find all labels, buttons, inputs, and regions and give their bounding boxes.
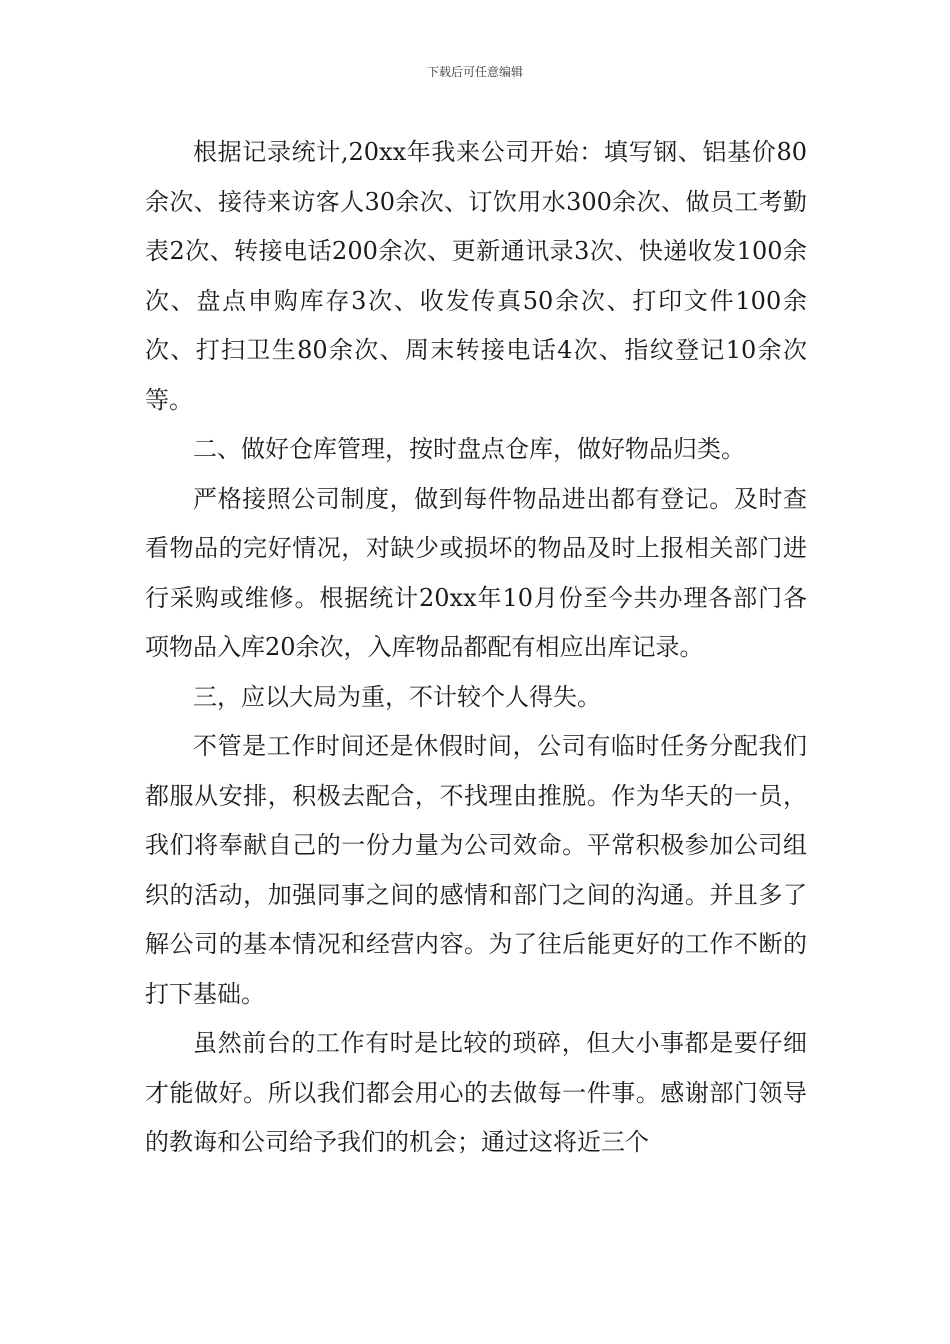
section-heading-warehouse: 二、做好仓库管理，按时盘点仓库，做好物品归类。 <box>193 435 745 463</box>
paragraph-statistics: 根据记录统计,20xx年我来公司开始：填写钢、铝基价80余次、接待来访客人30余次、订饮用水300余次、做员工考勤表2次、转接电话200余次、更新通讯录3次、快递收发100余次、盘点申购库存3次、收发传真50余次、打印文件100余次、打扫卫生80余次、周末转接电话4次、指纹登记10余次等。 <box>145 138 807 414</box>
paragraph-reception: 虽然前台的工作有时是比较的琐碎，但大小事都是要仔细才能做好。所以我们都会用心的去做每一件事。感谢部门领导的教诲和公司给予我们的机会；通过这将近三个 <box>145 1029 807 1156</box>
paragraph-warehouse: 严格接照公司制度，做到每件物品进出都有登记。及时查看物品的完好情况，对缺少或损坏的物品及时上报相关部门进行采购或维修。根据统计20xx年10月份至今共办理各部门各项物品入库20余次，入库物品都配有相应出库记录。 <box>145 484 807 661</box>
page-header: 下载后可任意编辑 <box>426 65 523 79</box>
paragraph-teamwork: 不管是工作时间还是休假时间，公司有临时任务分配我们都服从安排，积极去配合，不找理由推脱。作为华天的一员，我们将奉献自己的一份力量为公司效命。平常积极参加公司组织的活动，加强同事之间的感情和部门之间的沟通。并且多了解公司的基本情况和经营内容。为了往后能更好的工作不断的打下基础。 <box>145 732 807 1008</box>
document-body <box>145 128 807 1168</box>
section-heading-teamwork: 三，应以大局为重，不计较个人得失。 <box>193 682 601 711</box>
